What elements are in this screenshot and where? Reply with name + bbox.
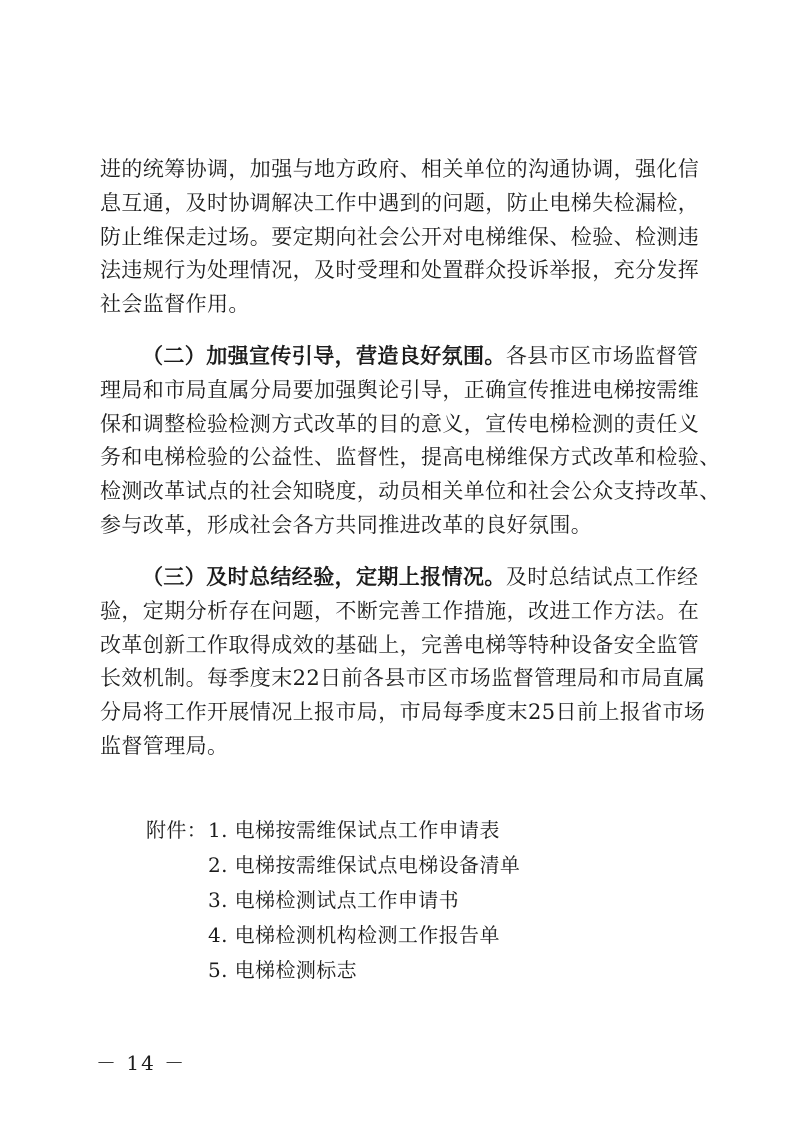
paragraph-line: 监督管理局。 [100,733,229,758]
attachment-item: 1. 电梯按需维保试点工作申请表 [208,818,500,842]
paragraph-text: 各县市区市场监督管 [505,344,699,368]
paragraph-line: 息互通，及时协调解决工作中遇到的问题，防止电梯失检漏检， [100,190,700,215]
paragraph-line: 参与改革，形成社会各方共同推进改革的良好氛围。 [100,512,593,537]
paragraph-line: 务和电梯检验的公益性、监督性，提高电梯维保方式改革和检验、 [100,445,721,470]
attachment-item: 3. 电梯检测试点工作申请书 [208,888,460,912]
paragraph-oversight [100,153,700,322]
paragraph-line: 验，定期分析存在问题，不断完善工作措施，改进工作方法。在 [100,598,700,623]
paragraph-line: 理局和市局直属分局要加强舆论引导，正确宣传推进电梯按需维 [100,377,700,402]
paragraph-publicity [100,339,721,543]
attachment-item: 5. 电梯检测标志 [208,958,358,982]
paragraph-line: 分局将工作开展情况上报市局，市局每季度末25日前上报省市场 [100,700,706,725]
paragraph-line: 法违规行为处理情况，及时受理和处置群众投诉举报，充分发挥 [100,258,700,283]
section-heading-summary: （三）及时总结经验，定期上报情况。 [142,564,506,589]
attachments-label: 附件： [146,818,208,842]
paragraph-line: 长效机制。每季度末22日前各县市区市场监督管理局和市局直属 [100,666,706,691]
paragraph-line: 检测改革试点的社会知晓度，动员相关单位和社会公众支持改革、 [100,479,721,504]
paragraph-line: 社会监督作用。 [100,292,250,317]
page-number: － 14 － [96,1051,187,1075]
paragraph-line: 进的统筹协调，加强与地方政府、相关单位的沟通协调，强化信 [100,157,700,181]
paragraph-line: 防止维保走过场。要定期向社会公开对电梯维保、检验、检测违 [100,224,700,249]
paragraph-summary [100,560,706,764]
section-heading-publicity: （二）加强宣传引导，营造良好氛围。 [142,343,506,368]
paragraph-line: 改革创新工作取得成效的基础上，完善电梯等特种设备安全监管 [100,632,700,657]
paragraph-line: 保和调整检验检测方式改革的目的意义，宣传电梯检测的责任义 [100,411,700,436]
paragraph-first-line [100,560,699,595]
attachment-item: 4. 电梯检测机构检测工作报告单 [208,923,500,947]
paragraph-text: 及时总结试点工作经 [505,565,699,589]
attachment-item: 2. 电梯按需维保试点电梯设备清单 [208,853,521,877]
paragraph-first-line [100,339,699,374]
